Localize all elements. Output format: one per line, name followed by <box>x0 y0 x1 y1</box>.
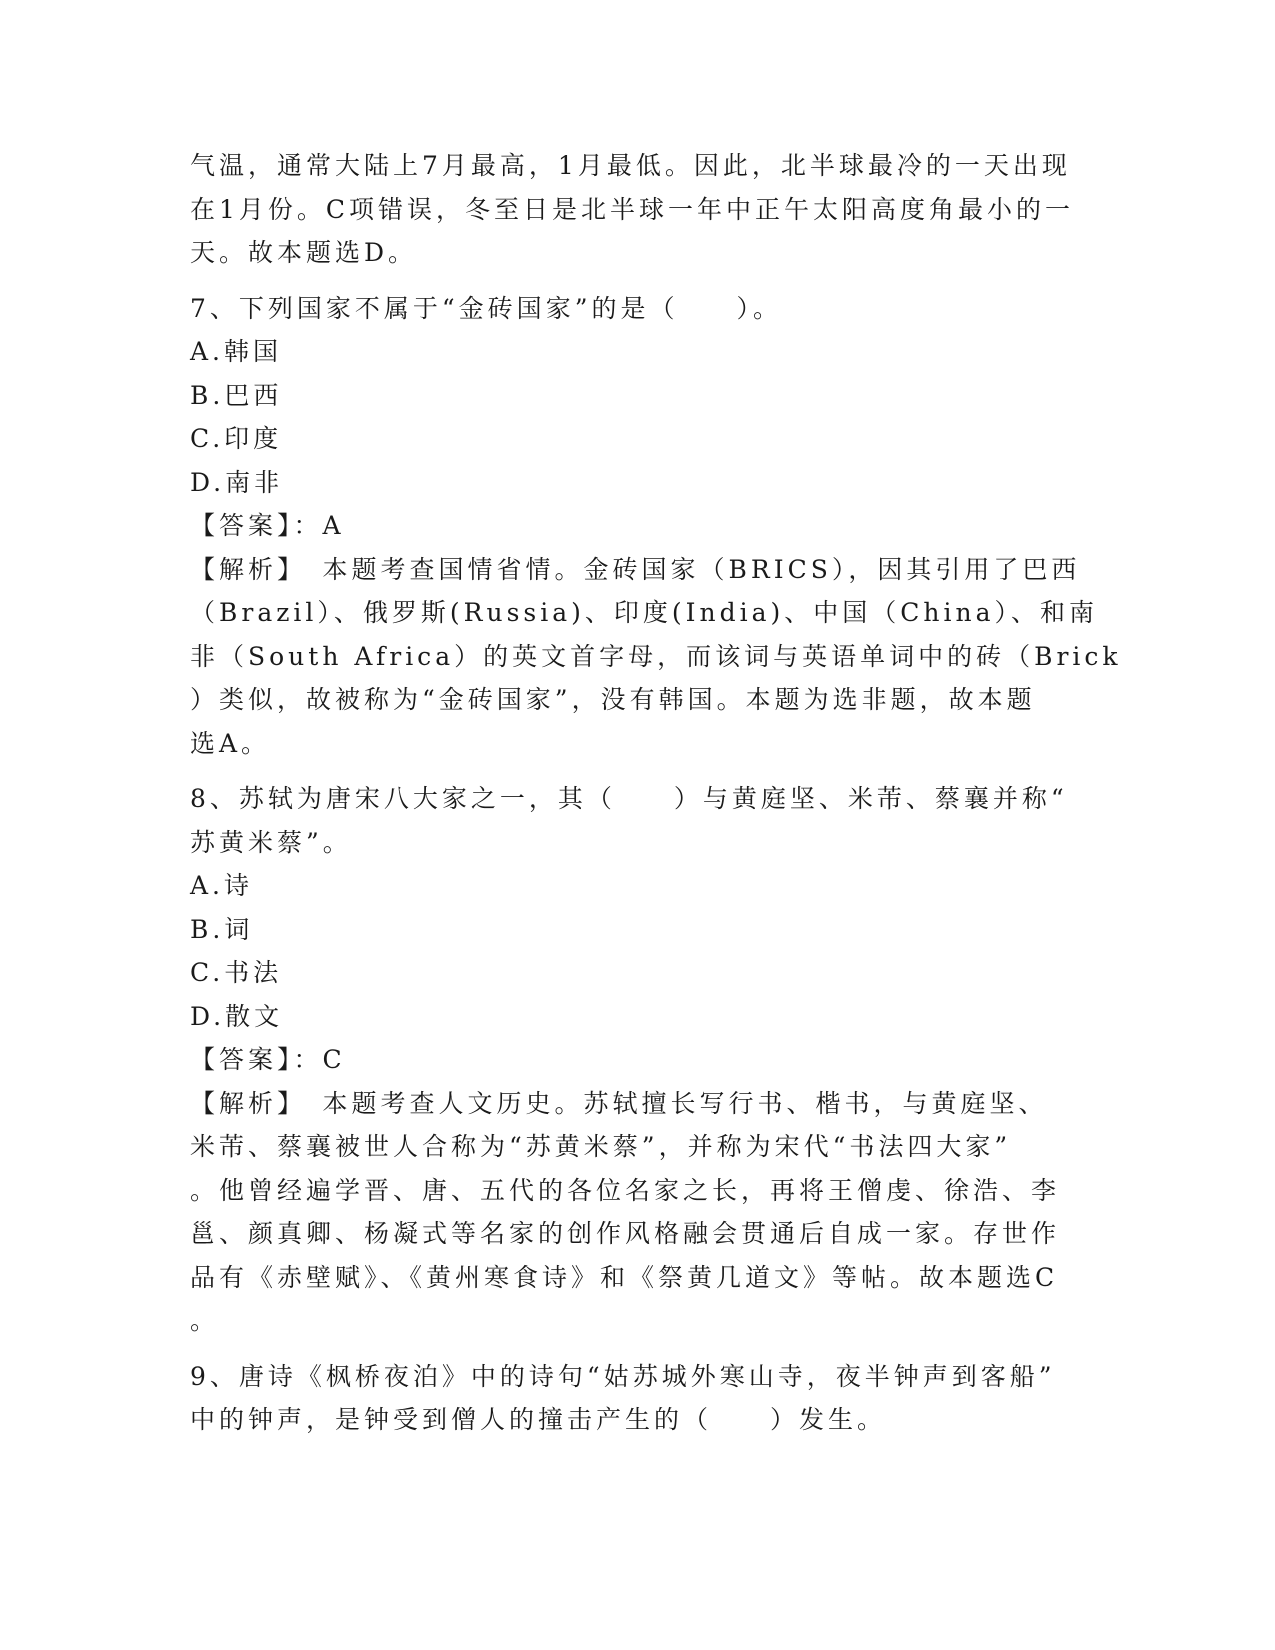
explanation-line: ）类似，故被称为“金砖国家”，没有韩国。本题为选非题，故本题 <box>190 685 1036 714</box>
question-7 <box>190 287 1122 766</box>
option-c: C.印度 <box>190 424 283 453</box>
question-stem: 9、唐诗《枫桥夜泊》中的诗句“姑苏城外寒山寺，夜半钟声到客船” <box>190 1361 1056 1391</box>
option-d: D.南非 <box>190 467 284 497</box>
option-a: A.韩国 <box>190 337 283 366</box>
option-b: B.巴西 <box>190 380 283 410</box>
option-a: A.诗 <box>190 871 254 900</box>
explanation-line: 邕、颜真卿、杨凝式等名家的创作风格融会贯通后自成一家。存世作 <box>190 1219 1061 1248</box>
option-c: C.书法 <box>190 958 283 987</box>
explanation-line: 米芾、蔡襄被世人合称为“苏黄米蔡”，并称为宋代“书法四大家” <box>190 1132 1012 1161</box>
text-line: 气温，通常大陆上7月最高，1月最低。因此，北半球最冷的一天出现 <box>190 151 1071 180</box>
option-b: B.词 <box>190 914 254 944</box>
explanation-line: （Brazil）、俄罗斯(Russia)、印度(India)、中国（China）、和南 <box>190 598 1099 627</box>
document-page <box>190 144 1122 1442</box>
question-stem: 8、苏轼为唐宋八大家之一，其（ ）与黄庭坚、米芾、蔡襄并称“ <box>190 784 1068 813</box>
question-8 <box>190 777 1090 1343</box>
explanation-line: 【解析】 本题考查人文历史。苏轼擅长写行书、楷书，与黄庭坚、 <box>190 1088 1048 1118</box>
answer: 【答案】：C <box>190 1045 346 1074</box>
answer: 【答案】：A <box>190 511 345 540</box>
explanation-line: 。 <box>190 1306 220 1335</box>
explanation-line: 【解析】 本题考查国情省情。金砖国家（BRICS），因其引用了巴西 <box>190 554 1081 584</box>
option-d: D.散文 <box>190 1001 284 1031</box>
explanation-line: 非（South Africa）的英文首字母，而该词与英语单词中的砖（Brick <box>190 641 1122 671</box>
question-stem: 7、下列国家不属于“金砖国家”的是（ ）。 <box>190 293 782 323</box>
previous-explanation <box>190 144 1090 275</box>
question-stem: 中的钟声，是钟受到僧人的撞击产生的（ ）发生。 <box>190 1405 887 1434</box>
explanation-line: 品有《赤壁赋》、《黄州寒食诗》和《祭黄几道文》等帖。故本题选C <box>190 1262 1059 1292</box>
text-line: 天。故本题选D。 <box>190 238 418 267</box>
text-line: 在1月份。C项错误，冬至日是北半球一年中正午太阳高度角最小的一 <box>190 194 1075 224</box>
explanation-line: 选A。 <box>190 728 271 758</box>
question-9 <box>190 1355 1090 1442</box>
question-stem: 苏黄米蔡”。 <box>190 827 352 857</box>
explanation-line: 。他曾经遍学晋、唐、五代的各位名家之长，再将王僧虔、徐浩、李 <box>190 1175 1061 1205</box>
